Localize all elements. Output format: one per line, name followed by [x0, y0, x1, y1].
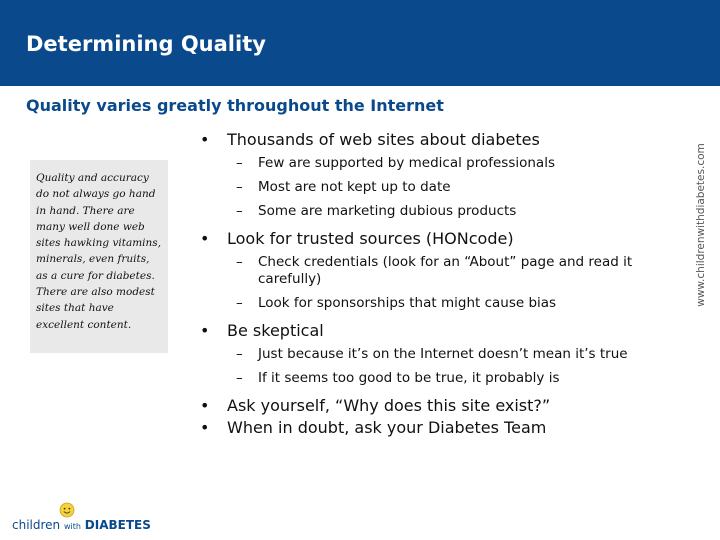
bullet-list: [200, 130, 680, 443]
bullet-item: [200, 396, 680, 416]
dash-marker: –: [236, 155, 243, 171]
logo-word-with: with: [63, 522, 81, 531]
dash-marker: –: [236, 346, 243, 362]
sub-bullet-text: Some are marketing dubious products: [258, 203, 517, 219]
page-title: Determining Quality: [26, 32, 266, 56]
bullet-marker: •: [200, 321, 210, 340]
sub-bullet-item: [200, 179, 680, 196]
dash-marker: –: [236, 254, 243, 270]
bullet-item: [200, 229, 680, 249]
logo-word-diabetes: DIABETES: [84, 518, 151, 532]
header-bar: [0, 0, 720, 86]
bullet-marker: •: [200, 396, 210, 415]
sub-bullet-text: If it seems too good to be true, it probably is: [258, 370, 560, 386]
sub-bullet-text: Few are supported by medical professionals: [258, 155, 555, 171]
logo-wordmark: [12, 518, 151, 532]
slide-subtitle: Quality varies greatly throughout the Internet: [26, 96, 444, 115]
sub-bullet-item: [200, 295, 680, 312]
bullet-text: Thousands of web sites about diabetes: [227, 130, 540, 149]
dash-marker: –: [236, 179, 243, 195]
bullet-item: [200, 130, 680, 150]
sub-bullet-text: Look for sponsorships that might cause bias: [258, 295, 557, 311]
site-url-vertical: www.childrenwithdiabetes.com: [695, 143, 707, 307]
bullet-marker: •: [200, 130, 210, 149]
smiley-icon: [59, 502, 75, 518]
bullet-item: [200, 321, 680, 341]
children-with-diabetes-logo: [12, 502, 172, 532]
bullet-text: Be skeptical: [227, 321, 324, 340]
sidebar-note: [30, 160, 168, 353]
logo-word-children: children: [12, 518, 61, 532]
bullet-text: Look for trusted sources (HONcode): [227, 229, 514, 248]
sub-bullet-item: [200, 370, 680, 387]
bullet-marker: •: [200, 229, 210, 248]
dash-marker: –: [236, 370, 243, 386]
sub-bullet-item: [200, 155, 680, 172]
sub-bullet-item: [200, 203, 680, 220]
dash-marker: –: [236, 295, 243, 311]
bullet-marker: •: [200, 418, 210, 437]
sidebar-note-text: Quality and accuracy do not always go hand in hand. There are many well done web sites hawking vitamins, minerals, even fruits, as a cure for diabetes. There are also modest sites that have excellent content.: [36, 172, 162, 331]
sub-bullet-text: Check credentials (look for an “About” page and read it carefully): [258, 254, 633, 287]
bullet-text: When in doubt, ask your Diabetes Team: [227, 418, 547, 437]
bullet-item: [200, 418, 680, 438]
sub-bullet-item: [200, 346, 680, 363]
dash-marker: –: [236, 203, 243, 219]
sub-bullet-text: Just because it’s on the Internet doesn’t mean it’s true: [258, 346, 628, 362]
sub-bullet-item: [200, 254, 680, 288]
bullet-text: Ask yourself, “Why does this site exist?”: [227, 396, 551, 415]
sub-bullet-text: Most are not kept up to date: [258, 179, 451, 195]
